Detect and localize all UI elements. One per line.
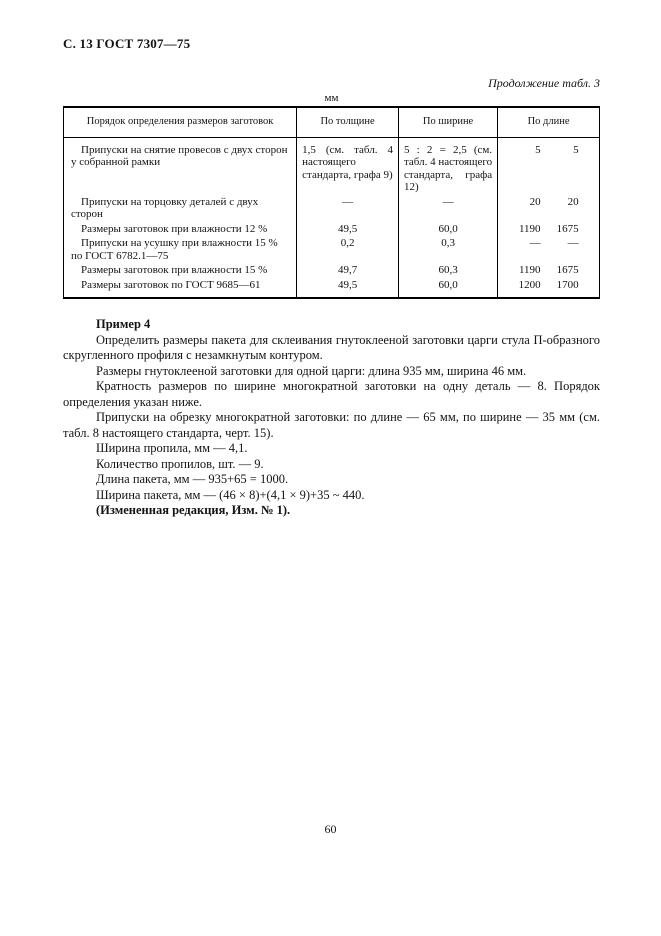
revision-note: (Измененная редакция, Изм. № 1).	[96, 503, 291, 517]
table-row	[64, 263, 600, 278]
table-row	[64, 137, 600, 195]
cell-thickness: 1,5 (см. табл. 4 настоящего стандарта, графа 9)	[297, 137, 399, 195]
length-value-2: 20	[567, 195, 579, 208]
table-header-row	[64, 107, 600, 137]
length-value-2: 5	[573, 143, 579, 156]
table-row	[64, 236, 600, 263]
document-header: С. 13 ГОСТ 7307—75	[63, 36, 191, 51]
length-value-1: 20	[529, 195, 541, 208]
sizes-table	[63, 106, 600, 299]
cell-length	[498, 195, 600, 222]
length-value-2: 1675	[556, 222, 579, 235]
length-value-2: 1675	[556, 264, 579, 276]
length-value-1: 1200	[518, 278, 541, 291]
column-header-width: По ширине	[398, 107, 497, 137]
cell-thickness: 0,2	[297, 236, 399, 263]
paragraph: Ширина пакета, мм — (46 × 8)+(4,1 × 9)+35 ~ 440.	[96, 487, 365, 502]
cell-thickness: —	[297, 195, 399, 222]
column-header-name: Порядок определения размеров заготовок	[64, 107, 297, 137]
cell-name: Размеры заготовок при влажности 15 %	[81, 264, 268, 276]
example-heading: Пример 4	[96, 317, 151, 331]
cell-name: Размеры заготовок при влажности 12 %	[81, 222, 268, 235]
example-section	[63, 317, 600, 519]
cell-name: Размеры заготовок по ГОСТ 9685—61	[81, 278, 261, 291]
length-value-1: —	[529, 237, 541, 249]
cell-width: 60,0	[398, 278, 497, 299]
cell-thickness: 49,5	[297, 222, 399, 237]
unit-label: мм	[324, 92, 339, 104]
paragraph: Длина пакета, мм — 935+65 = 1000.	[96, 472, 289, 486]
page-number: 60	[324, 822, 337, 836]
length-value-1: 5	[535, 143, 541, 156]
cell-thickness: 49,5	[297, 278, 399, 299]
paragraph: Припуски на обрезку многократной заготовки: по длине — 65 мм, по ширине — 35 мм (см. табл. 8 настоящего стандарта, черт. 15).	[63, 410, 600, 440]
table-body	[64, 137, 600, 298]
table-row	[64, 278, 600, 299]
cell-length	[498, 222, 600, 237]
cell-name: Припуски на торцовку деталей с двух сторон	[71, 195, 259, 220]
cell-width: 60,3	[398, 263, 497, 278]
cell-width: —	[398, 195, 497, 222]
column-header-length: По длине	[498, 107, 600, 137]
cell-length	[498, 236, 600, 263]
paragraph: Ширина пропила, мм — 4,1.	[96, 441, 248, 455]
cell-length	[498, 278, 600, 299]
length-value-1: 1190	[518, 222, 541, 235]
cell-width: 60,0	[398, 222, 497, 237]
table-row	[64, 195, 600, 222]
cell-length	[498, 263, 600, 278]
length-value-1: 1190	[518, 264, 541, 276]
length-value-2: 1700	[556, 278, 579, 291]
paragraph: Количество пропилов, шт. — 9.	[96, 456, 264, 471]
table-continuation-label: Продолжение табл. 3	[488, 76, 600, 90]
paragraph: Кратность размеров по ширине многократной заготовки на одну деталь — 8. Порядок определения указан ниже.	[63, 379, 600, 409]
cell-width: 5 : 2 = 2,5 (см. табл. 4 настоящего стандарта, графа 12)	[398, 137, 497, 195]
table-row	[64, 222, 600, 237]
cell-name: Припуски на снятие провесов с двух сторон у собранной рамки	[71, 143, 288, 168]
cell-name: Припуски на усушку при влажности 15 % по ГОСТ 6782.1—75	[71, 237, 278, 262]
paragraph: Определить размеры пакета для склеивания гнутоклееной заготовки царги стула П-образного скругленного профиля с незамкнутым контуром.	[63, 332, 600, 362]
cell-length	[498, 137, 600, 195]
paragraph: Размеры гнутоклееной заготовки для одной царги: длина 935 мм, ширина 46 мм.	[96, 363, 527, 378]
length-value-2: —	[567, 237, 579, 249]
cell-thickness: 49,7	[297, 263, 399, 278]
column-header-thickness: По толщине	[297, 107, 399, 137]
table-head	[64, 107, 600, 137]
cell-width: 0,3	[398, 236, 497, 263]
